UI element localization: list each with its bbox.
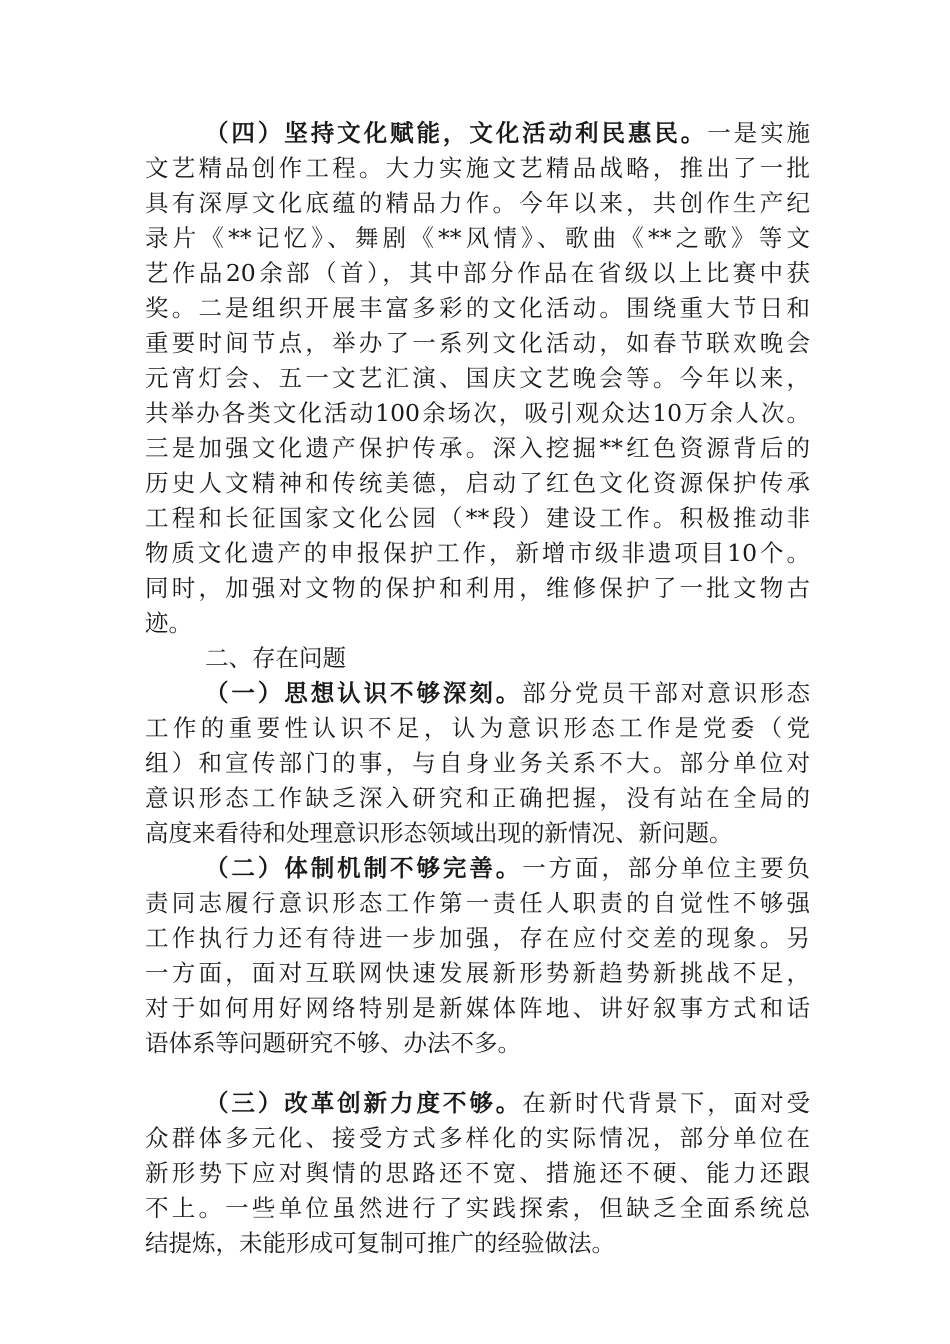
problem-2-line-4: 一方面，面对互联网快速发展新形势新趋势新挑战不足， xyxy=(145,959,810,987)
paragraph-4-line-8: 元宵灯会、五一文艺汇演、国庆文艺晚会等。今年以来， xyxy=(145,364,810,392)
paragraph-4-text: 一是实施 xyxy=(707,119,811,147)
problem-1-line-2: 工作的重要性认识不足，认为意识形态工作是党委（党 xyxy=(145,714,810,742)
paragraph-4-line-1 xyxy=(205,116,810,150)
paragraph-4-bold-heading: （四）坚持文化赋能，文化活动利民惠民。 xyxy=(205,119,708,147)
problem-3-text: 在新时代背景下，面对受 xyxy=(522,1089,811,1117)
problem-2-line-2: 责同志履行意识形态工作第一责任人职责的自觉性不够强 xyxy=(145,889,810,917)
paragraph-4-line-15: 迹。 xyxy=(145,609,192,637)
problem-1-line-1 xyxy=(205,676,810,710)
problem-2-text: 一方面，部分单位主要负 xyxy=(522,854,811,882)
problem-1-text: 部分党员干部对意识形态 xyxy=(522,679,811,707)
problem-2-line-6: 语体系等问题研究不够、办法不多。 xyxy=(145,1029,521,1057)
paragraph-4-line-2: 文艺精品创作工程。大力实施文艺精品战略，推出了一批 xyxy=(145,154,810,182)
problem-3-line-5: 结提炼，未能形成可复制可推广的经验做法。 xyxy=(145,1229,615,1257)
paragraph-4-line-3: 具有深厚文化底蕴的精品力作。今年以来，共创作生产纪 xyxy=(145,189,810,217)
paragraph-4-line-5: 艺作品20余部（首），其中部分作品在省级以上比赛中获 xyxy=(145,259,810,287)
paragraph-4-line-9: 共举办各类文化活动100余场次，吸引观众达10万余人次。 xyxy=(145,399,810,427)
problem-1-bold-heading: （一）思想认识不够深刻。 xyxy=(205,679,523,707)
paragraph-4-line-7: 重要时间节点，举办了一系列文化活动，如春节联欢晚会 xyxy=(145,329,810,357)
paragraph-4-line-13: 物质文化遗产的申报保护工作，新增市级非遗项目10个。 xyxy=(145,539,810,567)
paragraph-4-line-12: 工程和长征国家文化公园（**段）建设工作。积极推动非 xyxy=(145,504,810,532)
problem-1-line-4: 意识形态工作缺乏深入研究和正确把握，没有站在全局的 xyxy=(145,784,810,812)
problem-2-bold-heading: （二）体制机制不够完善。 xyxy=(205,854,523,882)
problem-2-line-3: 工作执行力还有待进一步加强，存在应付交差的现象。另 xyxy=(145,924,810,952)
section-heading: 二、存在问题 xyxy=(205,644,346,672)
problem-1-line-5: 高度来看待和处理意识形态领域出现的新情况、新问题。 xyxy=(145,819,733,847)
paragraph-4-line-10: 三是加强文化遗产保护传承。深入挖掘**红色资源背后的 xyxy=(145,434,810,462)
problem-3-bold-heading: （三）改革创新力度不够。 xyxy=(205,1089,523,1117)
paragraph-4-line-4: 录片《**记忆》、舞剧《**风情》、歌曲《**之歌》等文 xyxy=(145,224,810,252)
problem-2-line-1 xyxy=(205,851,810,885)
paragraph-4-line-14: 同时，加强对文物的保护和利用，维修保护了一批文物古 xyxy=(145,574,810,602)
paragraph-4-line-6: 奖。二是组织开展丰富多彩的文化活动。围绕重大节日和 xyxy=(145,294,810,322)
problem-3-line-4: 不上。一些单位虽然进行了实践探索，但缺乏全面系统总 xyxy=(145,1194,810,1222)
problem-3-line-1 xyxy=(205,1086,810,1120)
problem-2-line-5: 对于如何用好网络特别是新媒体阵地、讲好叙事方式和话 xyxy=(145,994,810,1022)
problem-3-line-3: 新形势下应对舆情的思路还不宽、措施还不硬、能力还跟 xyxy=(145,1159,810,1187)
problem-1-line-3: 组）和宣传部门的事，与自身业务关系不大。部分单位对 xyxy=(145,749,810,777)
paragraph-4-line-11: 历史人文精神和传统美德，启动了红色文化资源保护传承 xyxy=(145,469,810,497)
problem-3-line-2: 众群体多元化、接受方式多样化的实际情况，部分单位在 xyxy=(145,1124,810,1152)
